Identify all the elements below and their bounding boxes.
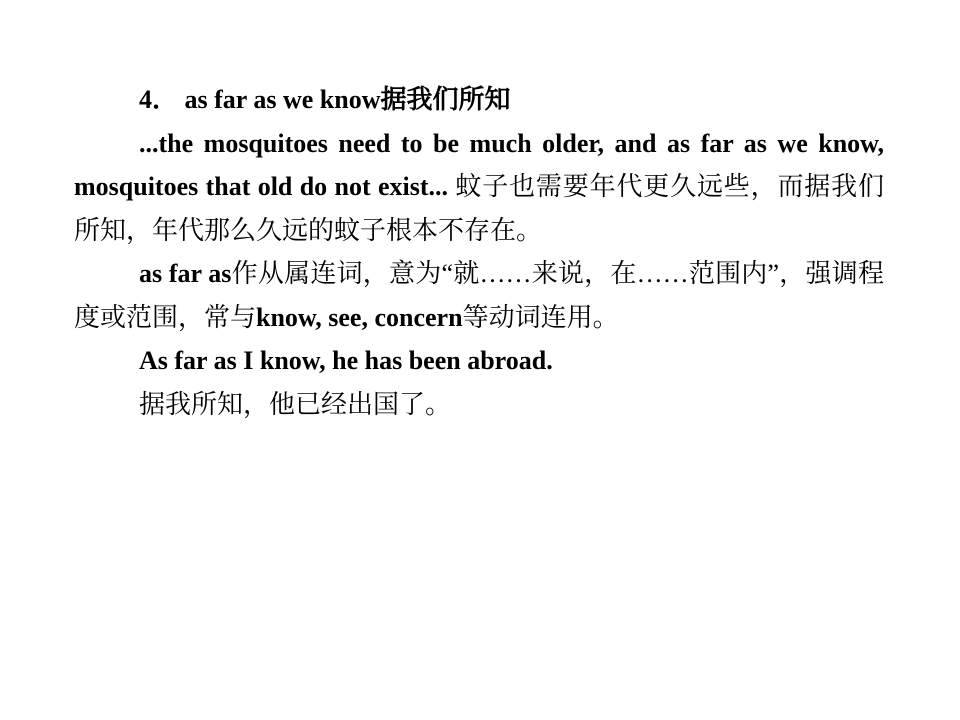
explanation-term: as far as xyxy=(139,259,232,288)
example-2-english: As far as I know, he has been abroad. xyxy=(139,346,553,375)
slide-content xyxy=(74,78,884,426)
explanation-verbs: know, see, concern xyxy=(256,302,463,332)
example-paragraph-1 xyxy=(74,122,884,253)
item-heading xyxy=(74,78,884,122)
example-1-english: ...the mosquitoes need to be much older, and as far as we know, mosquitoes that old do not exist... xyxy=(74,128,884,201)
item-number: 4． xyxy=(139,85,179,114)
explanation-text-after: 等动词连用。 xyxy=(462,302,619,332)
explanation-paragraph xyxy=(74,252,884,339)
example-2-chinese: 据我所知，他已经出国了。 xyxy=(139,389,452,419)
key-phrase: as far as we know xyxy=(184,85,381,114)
key-phrase-meaning: 据我们所知 xyxy=(380,85,511,114)
example-1-chinese: 蚊子也需要年代更久远些，而据我们所知，年代那么久远的蚊子根本不存在。 xyxy=(74,172,884,245)
explanation-text-before: 作从属连词，意为“就……来说，在……范围内”，强调程度或范围，常与 xyxy=(74,259,884,332)
